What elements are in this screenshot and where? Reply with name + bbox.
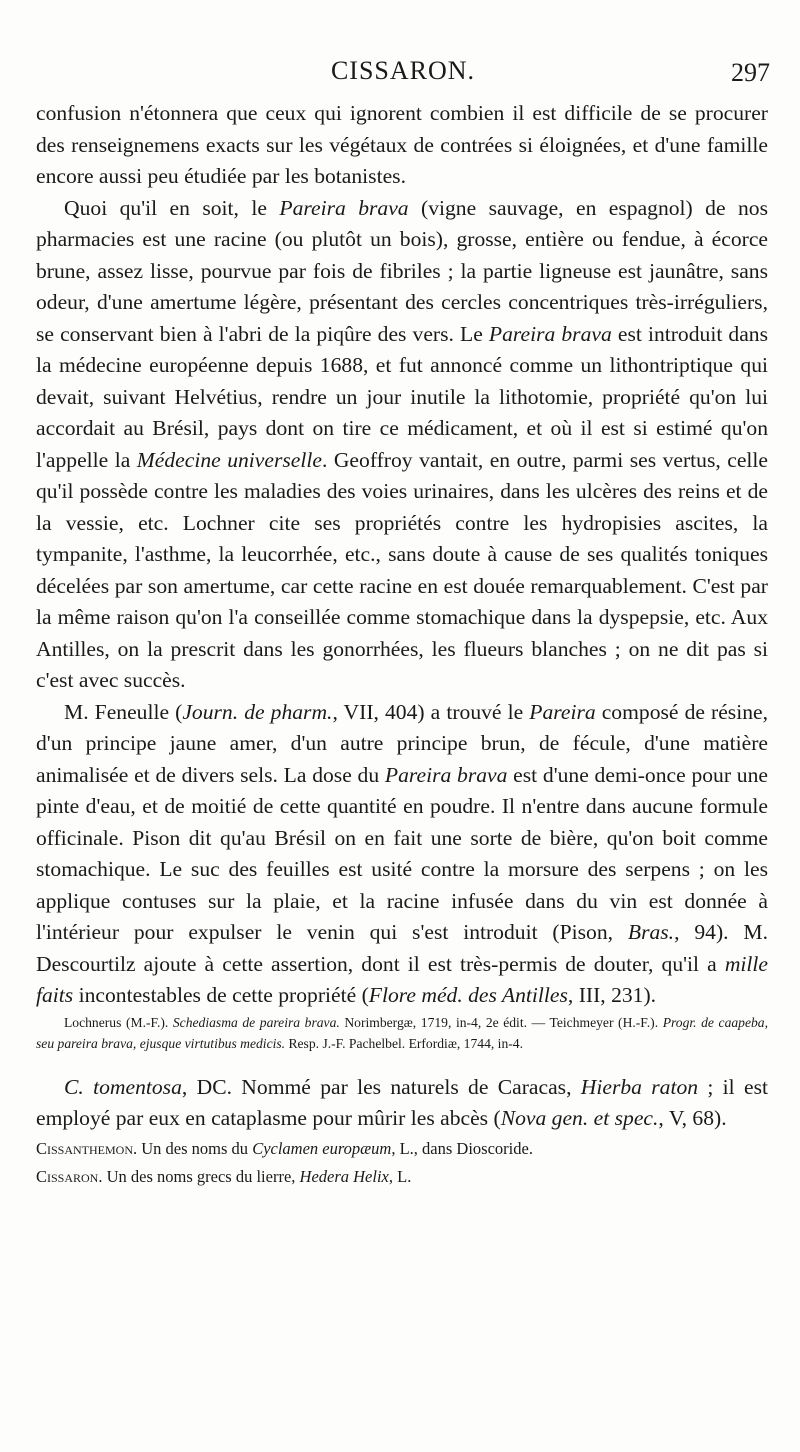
running-head: CISSARON.	[330, 56, 476, 85]
paragraph-1: confusion n'étonnera que ceux qui ignorent combien il est difficile de se procurer des renseignemens exacts sur les végétaux de contrées si éloignées, et d'une famille encore aussi peu étudiée par les botanistes.	[36, 101, 768, 188]
section-gap	[36, 1054, 768, 1072]
paragraph-3: M. Feneulle (Journ. de pharm., VII, 404) a trouvé le Pareira composé de résine, d'un principe jaune amer, d'un autre principe brun, de fécule, d'une matière animalisée et de divers sels. La dose du Pareira brava est d'une demi-once pour une pinte d'eau, et de moitié de cette quantité en poudre. Il n'entre dans aucune formule officinale. Pison dit qu'au Brésil on en fait une sorte de bière, qu'on boit comme stomachique. Le suc des feuilles est usité contre la morsure des serpens ; on les applique contuses sur la plaie, et la racine infusée dans du vin est donnée à l'intérieur pour expulser le venin qui s'est introduit (Pison, Bras., 94). M. Descourtilz ajoute à cette assertion, dont il est très-permis de douter, qu'il a mille faits incontestables de cette propriété (Flore méd. des Antilles, III, 231).	[36, 699, 768, 1007]
bibliography-note: Lochnerus (M.-F.). Schediasma de pareira brava. Norimbergæ, 1719, in-4, 2e édit. — Teichmeyer (H.-F.). Progr. de caapeba, seu pareira brava, ejusque virtutibus medicis. Resp. J.-F. Pachelbel. Erfordiæ, 1744, in-4.	[36, 1014, 768, 1051]
body-text	[36, 98, 768, 1191]
tomentosa-entry: C. tomentosa, DC. Nommé par les naturels de Caracas, Hierba raton ; il est employé par eux en cataplasme pour mûrir les abcès (Nova gen. et spec., V, 68).	[36, 1074, 768, 1130]
page-number: 297	[731, 58, 770, 87]
page-header	[36, 56, 770, 96]
paragraph-2: Quoi qu'il en soit, le Pareira brava (vigne sauvage, en espagnol) de nos pharmacies est une racine (ou plutôt un bois), grosse, entière ou fendue, à écorce brune, assez lisse, pourvue par fois de fibriles ; la partie ligneuse est jaunâtre, sans odeur, d'une amertume légère, présentant des cercles concentriques très-irréguliers, se conservant bien à l'abri de la piqûre des vers. Le Pareira brava est introduit dans la médecine européenne depuis 1688, et fut annoncé comme un lithontriptique qui devait, suivant Helvétius, rendre un jour inutile la lithotomie, propriété qu'on lui accordait au Brésil, pays dont on tire ce médicament, et où il est si estimé qu'on l'appelle la Médecine universelle. Geoffroy vantait, en outre, parmi ses vertus, celle qu'il possède contre les maladies des voies urinaires, dans les ulcères des reins et de la vessie, etc. Lochner cite ses propriétés contre les hydropisies ascites, la tympanite, l'asthme, la leucorrhée, etc., sans doute à cause de ses qualités toniques décelées par son amertume, car cette racine en est douée remarquablement. C'est par la même raison qu'on l'a conseillée comme stomachique dans la dyspepsie, etc. Aux Antilles, on la prescrit dans les gonorrhées, les flueurs blanches ; on ne dit pas si c'est avec succès.	[36, 195, 769, 692]
entry-cissaron: Cissaron. Un des noms grecs du lierre, Hedera Helix, L.	[36, 1166, 412, 1186]
entry-cissanthemon: Cissanthemon. Un des noms du Cyclamen europæum, L., dans Dioscoride.	[36, 1138, 533, 1158]
